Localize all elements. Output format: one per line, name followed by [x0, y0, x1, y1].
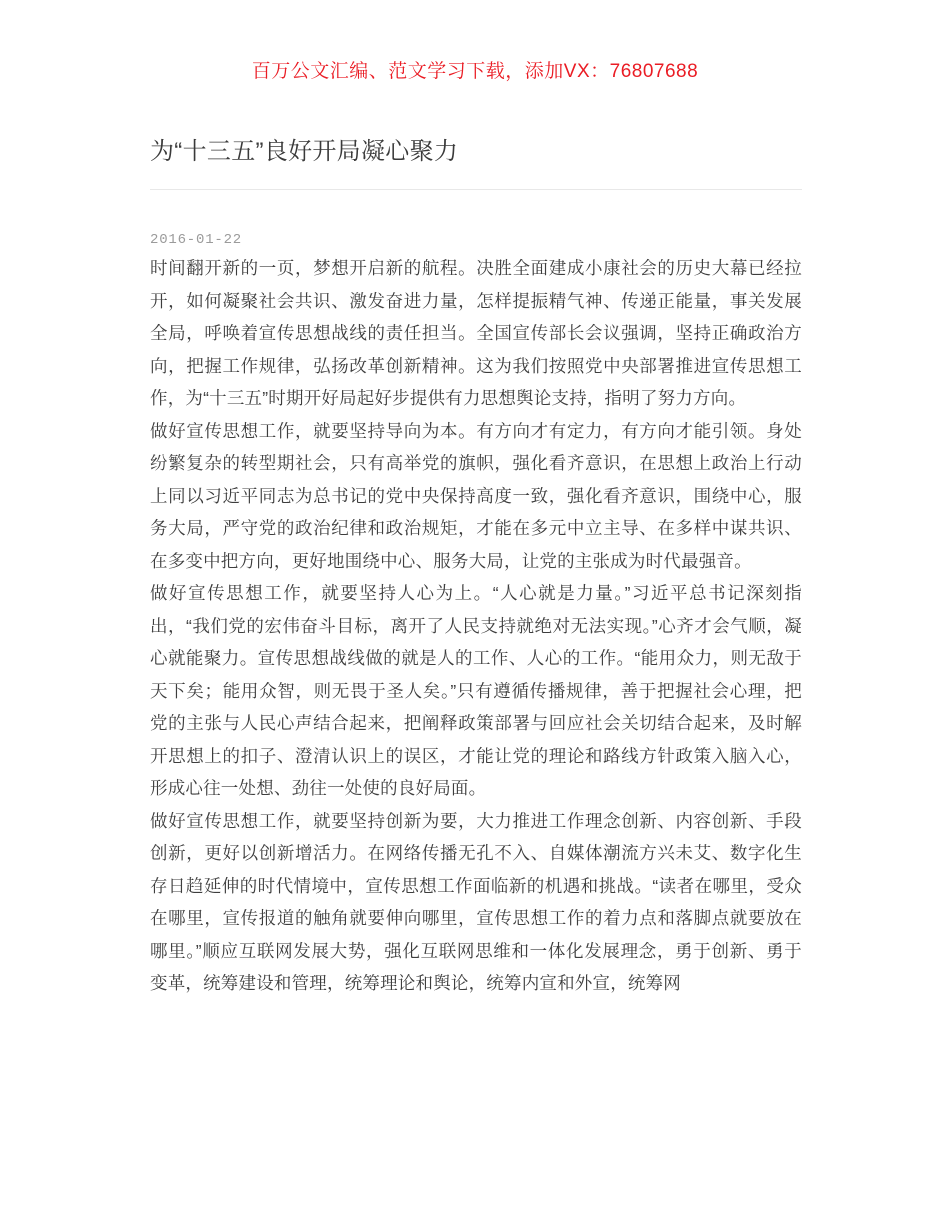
article-date: 2016-01-22	[150, 232, 243, 248]
page-title: 为“十三五”良好开局凝心聚力	[150, 138, 459, 165]
article-body	[150, 252, 802, 1000]
title-divider	[150, 189, 802, 190]
article-container	[150, 135, 802, 1000]
paragraph: 做好宣传思想工作，就要坚持人心为上。“人心就是力量。”习近平总书记深刻指出，“我们党的宏伟奋斗目标，离开了人民支持就绝对无法实现。”心齐才会气顺，凝心就能聚力。宣传思想战线做的就是人的工作、人心的工作。“能用众力，则无敌于天下矣；能用众智，则无畏于圣人矣。”只有遵循传播规律，善于把握社会心理，把党的主张与人民心声结合起来，把阐释政策部署与回应社会关切结合起来，及时解开思想上的扣子、澄清认识上的误区，才能让党的理论和路线方针政策入脑入心，形成心往一处想、劲往一处使的良好局面。	[150, 583, 802, 798]
paragraph: 做好宣传思想工作，就要坚持创新为要，大力推进工作理念创新、内容创新、手段创新，更好以创新增活力。在网络传播无孔不入、自媒体潮流方兴未艾、数字化生存日趋延伸的时代情境中，宣传思想工作面临新的机遇和挑战。“读者在哪里，受众在哪里，宣传报道的触角就要伸向哪里，宣传思想工作的着力点和落脚点就要放在哪里。”顺应互联网发展大势，强化互联网思维和一体化发展理念，勇于创新、勇于变革，统筹建设和管理，统筹理论和舆论，统筹内宣和外宣，统筹网	[150, 810, 802, 993]
paragraph: 做好宣传思想工作，就要坚持导向为本。有方向才有定力，有方向才能引领。身处纷繁复杂的转型期社会，只有高举党的旗帜，强化看齐意识，在思想上政治上行动上同以习近平同志为总书记的党中央保持高度一致，强化看齐意识，围绕中心，服务大局，严守党的政治纪律和政治规矩，才能在多元中立主导、在多样中谋共识、在多变中把方向，更好地围绕中心、服务大局，让党的主张成为时代最强音。	[150, 420, 802, 571]
promo-banner: 百万公文汇编、范文学习下载，添加VX：76807688	[251, 61, 699, 82]
paragraph: 时间翻开新的一页，梦想开启新的航程。决胜全面建成小康社会的历史大幕已经拉开，如何凝聚社会共识、激发奋进力量，怎样提振精气神、传递正能量，事关发展全局，呼唤着宣传思想战线的责任担当。全国宣传部长会议强调，坚持正确政治方向，把握工作规律，弘扬改革创新精神。这为我们按照党中央部署推进宣传思想工作，为“十三五”时期开好局起好步提供有力思想舆论支持，指明了努力方向。	[150, 258, 802, 408]
